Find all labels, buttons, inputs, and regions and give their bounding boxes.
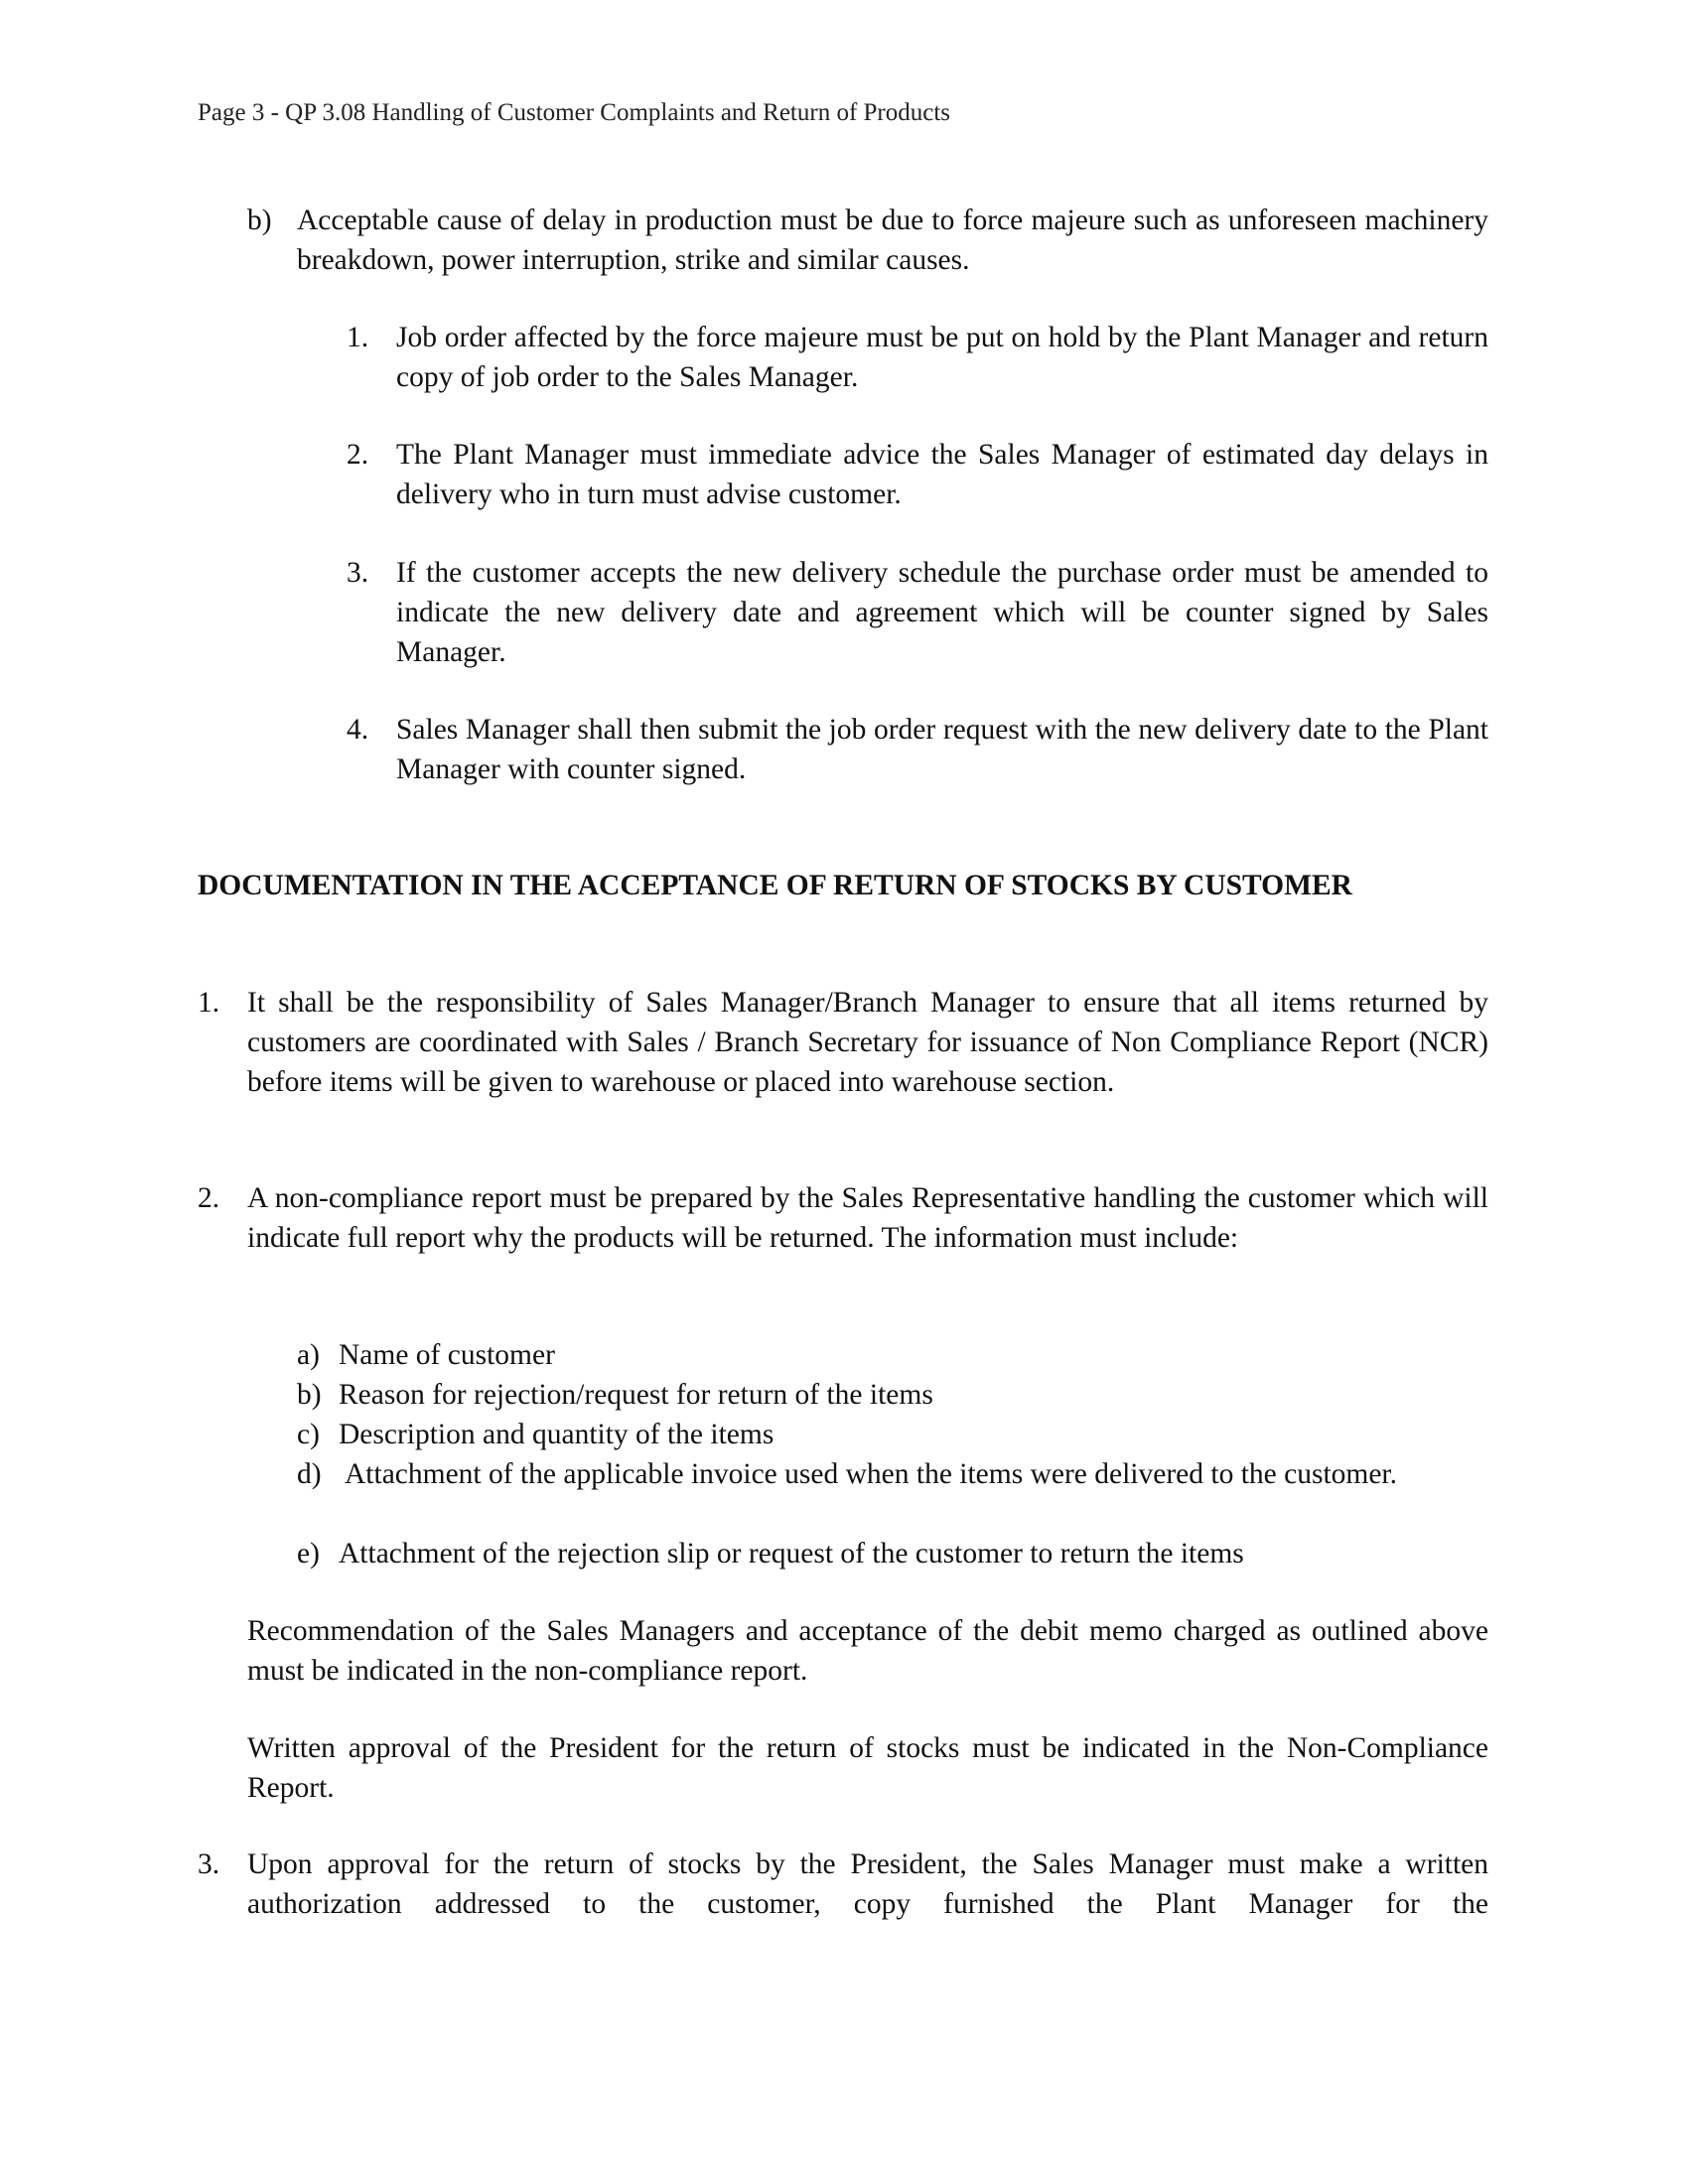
sub-item-2 — [347, 435, 1488, 514]
list-marker: 2. — [347, 439, 369, 471]
main-item-3 — [198, 1844, 1488, 1924]
list-marker: a) — [297, 1339, 320, 1371]
info-item-a — [297, 1335, 1488, 1375]
list-marker: 4. — [347, 714, 369, 746]
list-item-text: It shall be the responsibility of Sales Manager/Branch Manager to ensure that all items returned by customers are coordinated with Sales / Branch Secretary for issuance of Non Compliance Report (NCR) before items will be given to warehouse or placed into warehouse section. — [247, 987, 1488, 1098]
list-marker: 3. — [198, 1848, 220, 1880]
list-marker: 1. — [347, 322, 369, 353]
list-marker: 1. — [198, 987, 220, 1019]
list-marker: e) — [297, 1538, 320, 1570]
list-marker: 2. — [198, 1182, 220, 1214]
list-item-text: Description and quantity of the items — [339, 1419, 774, 1450]
main-item-1 — [198, 983, 1488, 1142]
list-item-b — [247, 201, 1488, 280]
list-marker: c) — [297, 1419, 320, 1450]
list-item-text: Attachment of the rejection slip or request of the customer to return the items — [339, 1538, 1244, 1570]
list-item-text: Sales Manager shall then submit the job order request with the new delivery date to the Plant Manager with counter signed. — [396, 714, 1488, 785]
list-item-text: Acceptable cause of delay in production must be due to force majeure such as unforeseen machinery breakdown, power interruption, strike and similar causes. — [297, 205, 1488, 276]
list-marker: d) — [297, 1458, 322, 1490]
list-marker: b) — [297, 1379, 322, 1411]
page-header: Page 3 - QP 3.08 Handling of Customer Complaints and Return of Products — [198, 99, 951, 126]
list-item-text: The Plant Manager must immediate advice the Sales Manager of estimated day delays in delivery who in turn must advise customer. — [396, 439, 1488, 510]
list-marker: b) — [247, 205, 272, 236]
list-item-text: Attachment of the applicable invoice used when the items were delivered to the customer. — [345, 1458, 1397, 1490]
recommendation-paragraph: Recommendation of the Sales Managers and acceptance of the debit memo charged as outlined above must be indicated in the non-compliance report. — [247, 1615, 1488, 1687]
list-item-text: A non-compliance report must be prepared by the Sales Representative handling the customer which will indicate full report why the products will be returned. The information must include: — [247, 1182, 1488, 1254]
sub-item-4 — [347, 710, 1488, 789]
info-item-b — [297, 1375, 1488, 1415]
written-approval-paragraph: Written approval of the President for the return of stocks must be indicated in the Non-Compliance Report. — [247, 1732, 1488, 1804]
list-item-text: Name of customer — [339, 1339, 555, 1371]
sub-item-3 — [347, 553, 1488, 672]
info-item-e — [297, 1534, 1488, 1573]
list-item-text: Job order affected by the force majeure must be put on hold by the Plant Manager and return copy of job order to the Sales Manager. — [396, 322, 1488, 393]
list-item-text: If the customer accepts the new delivery schedule the purchase order must be amended to indicate the new delivery date and agreement which will be counter signed by Sales Manager. — [396, 557, 1488, 668]
sub-item-1 — [347, 318, 1488, 397]
main-item-2 — [198, 1178, 1488, 1297]
info-item-c — [297, 1415, 1488, 1454]
list-item-text: Upon approval for the return of stocks by the President, the Sales Manager must make a written authorization addressed to the customer, copy furnished the Plant Manager for the — [247, 1848, 1488, 1920]
list-marker: 3. — [347, 557, 369, 589]
list-item-text: Reason for rejection/request for return of the items — [339, 1379, 933, 1411]
section-heading: DOCUMENTATION IN THE ACCEPTANCE OF RETURN OF STOCKS BY CUSTOMER — [198, 870, 1352, 901]
info-item-d — [297, 1454, 1488, 1534]
